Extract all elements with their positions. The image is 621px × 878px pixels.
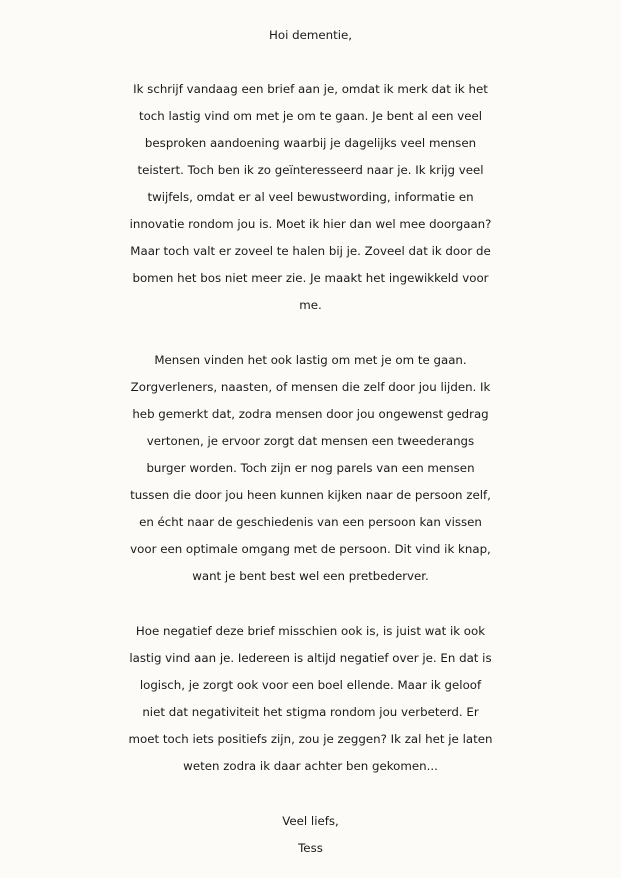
paragraph-2-line: vertonen, je ervoor zorgt dat mensen een tweederangs [146, 434, 475, 448]
paragraph-1-line: toch lastig vind om met je om te gaan. Je bent al een veel [138, 109, 483, 123]
paragraph-1-line: me. [299, 298, 322, 312]
paragraph-2-line: Zorgverleners, naasten, of mensen die zelf door jou lijden. Ik [130, 380, 491, 394]
paragraph-3-line: niet dat negativiteit het stigma rondom jou verbeterd. Er [142, 705, 479, 719]
letter-closing: Veel liefs, [282, 814, 339, 828]
paragraph-1-line: Maar toch valt er zoveel te halen bij je. Zoveel dat ik door de [130, 244, 491, 258]
paragraph-2-line: tussen die door jou heen kunnen kijken naar de persoon zelf, [130, 488, 491, 502]
paragraph-2-line: voor een optimale omgang met de persoon. Dit vind ik knap, [130, 542, 491, 556]
paragraph-1-line: Ik schrijf vandaag een brief aan je, omdat ik merk dat ik het [133, 82, 488, 96]
paragraph-2-line: heb gemerkt dat, zodra mensen door jou ongewenst gedrag [132, 407, 489, 421]
letter-greeting: Hoi dementie, [269, 28, 352, 42]
paragraph-2-line: en écht naar de geschiedenis van een persoon kan vissen [139, 515, 482, 529]
paragraph-3-line: logisch, je zorgt ook voor een boel ellende. Maar ik geloof [139, 678, 482, 692]
letter-signature: Tess [298, 841, 323, 855]
paragraph-2-line: want je bent best wel een pretbederver. [192, 569, 429, 583]
paragraph-2-line: Mensen vinden het ook lastig om met je om te gaan. [154, 353, 467, 367]
paragraph-3-line: moet toch iets positiefs zijn, zou je zeggen? Ik zal het je laten [128, 732, 493, 746]
paragraph-1-line: twijfels, omdat er al veel bewustwording, informatie en [147, 190, 474, 204]
paragraph-2-line: burger worden. Toch zijn er nog parels van een mensen [146, 461, 475, 475]
paragraph-3-line: Hoe negatief deze brief misschien ook is, is juist wat ik ook [135, 624, 486, 638]
paragraph-1-line: innovatie rondom jou is. Moet ik hier dan wel mee doorgaan? [129, 217, 492, 231]
paragraph-1-line: besproken aandoening waarbij je dagelijks veel mensen [144, 136, 477, 150]
paragraph-3-line: lastig vind aan je. Iedereen is altijd negatief over je. En dat is [129, 651, 492, 665]
paragraph-1-line: teistert. Toch ben ik zo geïnteresseerd naar je. Ik krijg veel [137, 163, 484, 177]
paragraph-3-line: weten zodra ik daar achter ben gekomen... [183, 759, 438, 773]
paragraph-1-line: bomen het bos niet meer zie. Je maakt het ingewikkeld voor [132, 271, 489, 285]
